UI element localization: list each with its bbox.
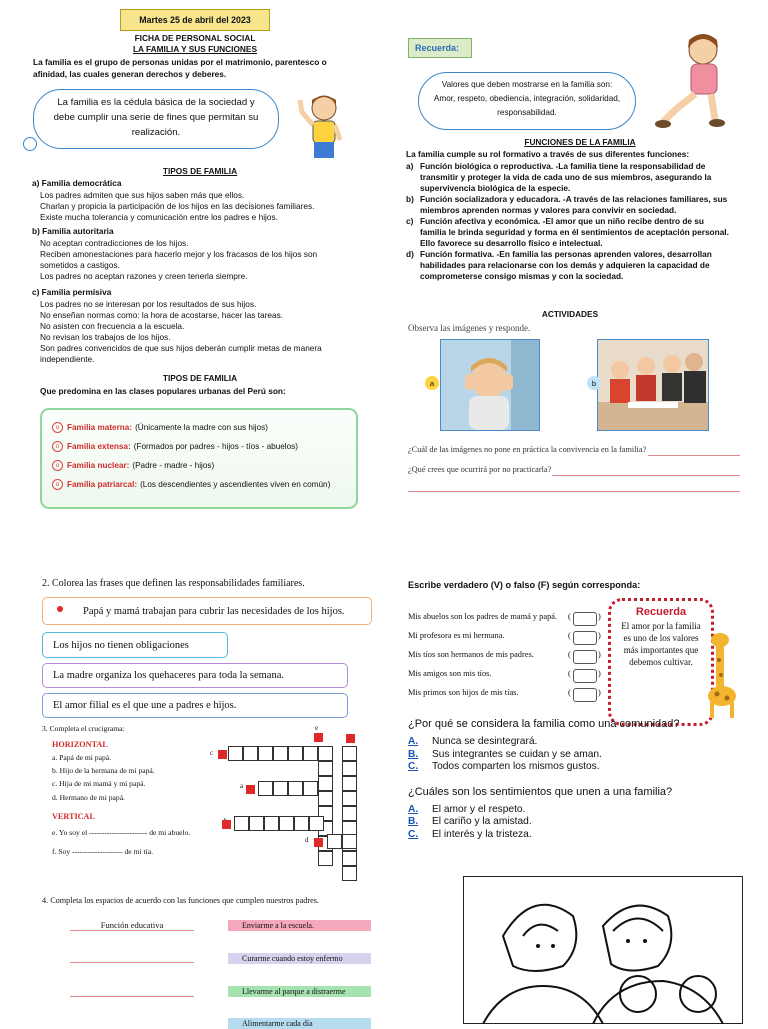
ficha-title: FICHA DE PERSONAL SOCIAL bbox=[134, 33, 256, 43]
bubble-tail bbox=[23, 137, 37, 151]
vertical-title: VERTICAL bbox=[52, 812, 95, 821]
tipo-name: Familia extensa: bbox=[67, 442, 131, 451]
paren-open: ( bbox=[568, 631, 571, 640]
bar: Llevarme al parque a distraerme bbox=[228, 986, 371, 997]
funciones-list bbox=[406, 161, 736, 282]
date-box bbox=[120, 9, 270, 31]
bullet-icon: o bbox=[52, 422, 63, 433]
questions bbox=[408, 718, 748, 841]
phrase-text: Papá y mamá trabajan para cubrir las necesidades de los hijos. bbox=[83, 605, 345, 617]
actividades-instruction: Observa las imágenes y responde. bbox=[408, 323, 531, 333]
question-1: ¿Cuál de las imágenes no pone en práctica la convivencia en la familia? bbox=[408, 445, 647, 454]
cw-label: a bbox=[240, 782, 244, 790]
vf-answer-box[interactable] bbox=[573, 612, 597, 626]
permisiva-list bbox=[40, 299, 360, 365]
horizontal-title: HORIZONTAL bbox=[52, 740, 108, 749]
clue: b. Hijo de la hermana de mi papá. bbox=[52, 766, 155, 776]
crossword-cell[interactable] bbox=[342, 806, 357, 821]
crossword-cell[interactable] bbox=[243, 746, 258, 761]
giraffe-icon bbox=[702, 630, 742, 720]
option-text: Nunca se desintegrará. bbox=[432, 736, 538, 747]
photo-b bbox=[597, 339, 709, 431]
option-text: El amor y el respeto. bbox=[432, 803, 526, 815]
list-item: Son padres convencidos de que sus hijos deberán cumplir metas de manera bbox=[40, 343, 322, 353]
crossword-cell[interactable] bbox=[318, 791, 333, 806]
arrow-icon bbox=[218, 750, 227, 759]
crossword-cell[interactable] bbox=[279, 816, 294, 831]
list-item: No revisan los trabajos de los hijos. bbox=[40, 332, 171, 342]
option-text: El interés y la tristeza. bbox=[432, 828, 532, 840]
option-row[interactable] bbox=[408, 829, 748, 842]
line: Función formativa. -En familia las personas aprenden valores, desarrollan bbox=[420, 249, 712, 259]
list-item: No asisten con frecuencia a la escuela. bbox=[40, 321, 185, 331]
line: transmitir y proteger la vida de cada uno de sus miembros, asegurando la bbox=[420, 172, 712, 182]
vf-answer-box[interactable] bbox=[573, 650, 597, 664]
list-item: independiente. bbox=[40, 354, 95, 364]
question-text: ¿Por qué se considera la familia como una comunidad? bbox=[408, 718, 680, 730]
horizontal-clues bbox=[52, 753, 202, 803]
tipo-name: Familia patriarcal: bbox=[67, 480, 138, 489]
arrow-icon bbox=[346, 734, 355, 743]
definition-bubble bbox=[33, 89, 279, 149]
crossword-cell[interactable] bbox=[258, 746, 273, 761]
definition-text: La familia es la cédula básica de la sociedad y debe cumplir una serie de fines que permitan su realización. bbox=[53, 97, 259, 138]
crossword-cell[interactable] bbox=[288, 746, 303, 761]
line: Función socializadora y educadora. -A través de las relaciones familiares, sus bbox=[420, 194, 728, 204]
bar: Enviarme a la escuela. bbox=[228, 920, 371, 931]
funciones-intro: La familia cumple su rol formativo a través de sus diferentes funciones: bbox=[406, 149, 690, 159]
recuerda-tag bbox=[408, 38, 472, 58]
tipo-row bbox=[52, 437, 356, 456]
phrase-1[interactable] bbox=[42, 597, 372, 625]
label-a: a bbox=[425, 376, 439, 390]
vf-row bbox=[408, 650, 608, 669]
arrow-icon bbox=[314, 838, 323, 847]
line: Ello favorece su desarrollo físico e intelectual. bbox=[420, 238, 603, 248]
clue: d. Hermano de mi papá. bbox=[52, 792, 125, 802]
label-b: b bbox=[587, 376, 601, 390]
crossword-cell[interactable] bbox=[264, 816, 279, 831]
phrase-2[interactable] bbox=[42, 632, 228, 658]
item-label: b) bbox=[406, 194, 414, 204]
blank-line[interactable] bbox=[70, 996, 194, 997]
clue: a. Papá de mi papá. bbox=[52, 753, 112, 762]
recuerda-tag-label: Recuerda: bbox=[415, 43, 460, 53]
crossword-cell[interactable] bbox=[294, 816, 309, 831]
clue: e. Yo soy el ----------------------- de mi abuelo. bbox=[52, 828, 191, 837]
tipo-name: Familia nuclear: bbox=[67, 461, 130, 470]
answer-line-2[interactable] bbox=[552, 475, 740, 476]
crossword-cell[interactable] bbox=[327, 834, 342, 849]
vf-row bbox=[408, 669, 608, 688]
colorea-title: 2. Colorea las frases que definen las responsabilidades familiares. bbox=[42, 578, 305, 589]
blank-line[interactable] bbox=[70, 962, 194, 963]
paren-open: ( bbox=[568, 669, 571, 678]
crossword-cell[interactable] bbox=[258, 781, 273, 796]
option-row[interactable] bbox=[408, 816, 748, 829]
list-item bbox=[406, 161, 736, 194]
item-label: d) bbox=[406, 249, 414, 259]
vf-statement: Mi profesora es mi hermana. bbox=[408, 631, 505, 640]
option-letter: B. bbox=[408, 816, 419, 827]
option-letter: C. bbox=[408, 761, 419, 772]
list-item: sometidos a castigos. bbox=[40, 260, 120, 270]
list-item: No enseñan normas como: la hora de acostarse, hacer las tareas. bbox=[40, 310, 284, 320]
crossword-cell[interactable] bbox=[342, 851, 357, 866]
tipos-title-2: TIPOS DE FAMILIA bbox=[162, 373, 238, 383]
completa-title: 4. Completa los espacios de acuerdo con las funciones que cumplen nuestros padres. bbox=[42, 896, 319, 905]
option-letter: A. bbox=[408, 736, 419, 747]
vf-statement: Mis tíos son hermanos de mis padres. bbox=[408, 650, 534, 659]
phrase-text: El amor filial es el que une a padres e hijos. bbox=[53, 700, 237, 711]
vf-title: Escribe verdadero (V) o falso (F) según corresponda: bbox=[408, 580, 641, 590]
option-row[interactable] bbox=[408, 749, 748, 762]
crossword-cell[interactable] bbox=[273, 746, 288, 761]
paren-open: ( bbox=[568, 612, 571, 621]
cw-label: e bbox=[315, 724, 319, 732]
phrase-text: Los hijos no tienen obligaciones bbox=[53, 639, 189, 651]
crossword-cell[interactable] bbox=[342, 746, 357, 761]
paren-open: ( bbox=[568, 688, 571, 697]
bullet-icon: o bbox=[52, 460, 63, 471]
tipo-row bbox=[52, 418, 356, 437]
line: familia le brinda seguridad y forma en él sentimientos de aceptación personal. bbox=[420, 227, 729, 237]
crossword-cell[interactable] bbox=[249, 816, 264, 831]
crossword-cell[interactable] bbox=[318, 776, 333, 791]
question-block bbox=[408, 718, 748, 774]
crossword-cell[interactable] bbox=[303, 746, 318, 761]
intro-line2: afinidad, las cuales generan derechos y deberes. bbox=[33, 69, 227, 79]
tipos-question: Que predomina en las clases populares urbanas del Perú son: bbox=[40, 386, 286, 396]
question-block bbox=[408, 786, 748, 842]
vf-row bbox=[408, 688, 608, 707]
item-label: a) bbox=[406, 161, 414, 171]
line: miembros aprenden normas y valores para convivir en sociedad. bbox=[420, 205, 677, 215]
crossword-cell[interactable] bbox=[318, 761, 333, 776]
vf-answer-box[interactable] bbox=[573, 631, 597, 645]
bullet-icon bbox=[57, 606, 63, 612]
tipo-name: Familia materna: bbox=[67, 423, 133, 432]
vf-statement: Mis abuelos son los padres de mamá y papá. bbox=[408, 612, 558, 621]
vf-answer-box[interactable] bbox=[573, 669, 597, 683]
vf-row bbox=[408, 612, 608, 631]
vf-statement: Mis amigos son mis tíos. bbox=[408, 669, 492, 678]
list-item: Reciben amonestaciones para hacerlo mejor y los fracasos de los hijos son bbox=[40, 249, 318, 259]
question-text: ¿Cuáles son los sentimientos que unen a una familia? bbox=[408, 785, 673, 798]
recuerda-box-title: Recuerda bbox=[635, 606, 687, 618]
clue: f. Soy -------------------- de mi tía. bbox=[52, 847, 153, 857]
tipo-row bbox=[52, 456, 356, 475]
tipo-desc: (Formados por padres - hijos - tíos - abuelos) bbox=[133, 442, 298, 451]
option-row[interactable] bbox=[408, 761, 748, 774]
vf-list bbox=[408, 612, 608, 707]
list-item: Los padres no se interesan por los resultados de sus hijos. bbox=[40, 299, 257, 309]
crossword bbox=[200, 724, 370, 884]
clue: c. Hija de mi mamá y mi papá. bbox=[52, 779, 146, 789]
boy-illustration bbox=[296, 92, 344, 164]
list-item bbox=[406, 194, 736, 216]
crossword-cell[interactable] bbox=[309, 816, 324, 831]
crucigrama-title: 3. Completa el crucigrama: bbox=[42, 724, 125, 733]
option-row[interactable] bbox=[408, 804, 748, 817]
vertical-clues bbox=[52, 828, 222, 857]
family-playing-image bbox=[598, 340, 708, 430]
list-item: Charlan y propicia la participación de los hijos en las decisiones familiares. bbox=[40, 201, 315, 211]
crossword-cell[interactable] bbox=[273, 781, 288, 796]
crossword-cell[interactable] bbox=[303, 781, 318, 796]
autoritaria-list bbox=[40, 238, 360, 282]
democratica-head: a) Familia democrática bbox=[32, 178, 122, 188]
family-coloring-image bbox=[463, 876, 743, 1024]
paren-open: ( bbox=[568, 650, 571, 659]
crossword-cell[interactable] bbox=[234, 816, 249, 831]
list-item bbox=[406, 249, 736, 282]
recuerda-box-text: El amor por la familia es uno de los valores más importantes que debemos cultivar. bbox=[621, 621, 701, 667]
line: habilidades para relacionarse con los demás y adquieren la capacidad de bbox=[420, 260, 710, 270]
date-text: Martes 25 de abril del 2023 bbox=[139, 15, 251, 25]
arrow-icon bbox=[246, 785, 255, 794]
vf-row bbox=[408, 631, 608, 650]
crossword-cell[interactable] bbox=[342, 776, 357, 791]
phrase-4[interactable] bbox=[42, 693, 348, 718]
item-label: c) bbox=[406, 216, 414, 226]
topic-title: LA FAMILIA Y SUS FUNCIONES bbox=[132, 44, 257, 54]
option-text: El cariño y la amistad. bbox=[432, 816, 532, 827]
permisiva-head: c) Familia permisiva bbox=[32, 287, 112, 297]
arrow-icon bbox=[222, 820, 231, 829]
answer-line-3[interactable] bbox=[408, 491, 740, 492]
tipo-desc: (Padre - madre - hijos) bbox=[132, 461, 215, 470]
paren-close: ) bbox=[598, 631, 601, 640]
crossword-cell[interactable] bbox=[228, 746, 243, 761]
girl-illustration bbox=[655, 30, 743, 130]
crossword-cell[interactable] bbox=[318, 851, 333, 866]
autoritaria-head: b) Familia autoritaria bbox=[32, 226, 114, 236]
phrase-3[interactable] bbox=[42, 663, 348, 688]
tipos-title: TIPOS DE FAMILIA bbox=[162, 166, 238, 176]
crossword-cell[interactable] bbox=[342, 761, 357, 776]
crossword-cell[interactable] bbox=[342, 834, 357, 849]
list-item: Los padres no aceptan razones y creen tenerla siempre. bbox=[40, 271, 248, 281]
arrow-icon bbox=[314, 733, 323, 742]
list-item: No aceptan contradicciones de los hijos. bbox=[40, 238, 189, 248]
funcion-educativa: Función educativa bbox=[70, 920, 194, 931]
bullet-icon: o bbox=[52, 441, 63, 452]
values-bubble bbox=[418, 72, 636, 130]
democratica-list bbox=[40, 190, 360, 223]
cw-label: d bbox=[305, 836, 309, 844]
bar: Alimentarme cada día bbox=[228, 1018, 371, 1029]
phrase-text: La madre organiza los quehaceres para toda la semana. bbox=[53, 670, 284, 681]
option-row[interactable] bbox=[408, 736, 748, 749]
bar: Curarme cuando estoy enfermo bbox=[228, 953, 371, 964]
intro-line1: La familia es el grupo de personas unidas por el matrimonio, parentesco o bbox=[33, 57, 327, 67]
option-letter: B. bbox=[408, 748, 419, 760]
option-text: Todos comparten los mismos gustos. bbox=[432, 761, 600, 772]
paren-close: ) bbox=[598, 688, 601, 697]
child-covering-ears-image bbox=[441, 340, 539, 430]
funciones-title: FUNCIONES DE LA FAMILIA bbox=[524, 137, 636, 147]
list-item: Los padres admiten que sus hijos saben más que ellos. bbox=[40, 190, 245, 200]
tipo-desc: (Los descendientes y ascendientes viven en común) bbox=[140, 480, 331, 489]
line: supervivencia biológica de la especie. bbox=[420, 183, 571, 193]
crossword-cell[interactable] bbox=[342, 866, 357, 881]
option-letter: A. bbox=[408, 803, 419, 815]
option-text: Sus integrantes se cuidan y se aman. bbox=[432, 748, 602, 760]
vf-statement: Mis primos son hijos de mis tías. bbox=[408, 688, 519, 697]
answer-line-1[interactable] bbox=[648, 455, 740, 456]
tipo-row bbox=[52, 475, 356, 494]
line: Función afectiva y económica. -El amor que un niño recibe dentro de su bbox=[420, 216, 704, 226]
line: Función biológica o reproductiva. -La familia tiene la responsabilidad de bbox=[420, 161, 706, 171]
paren-close: ) bbox=[598, 612, 601, 621]
question-2: ¿Qué crees que ocurrirá por no practicarla? bbox=[408, 465, 552, 474]
crossword-cell[interactable] bbox=[318, 746, 333, 761]
paren-close: ) bbox=[598, 669, 601, 678]
recuerda-box bbox=[608, 598, 714, 726]
photo-a bbox=[440, 339, 540, 431]
option-letter: C. bbox=[408, 828, 419, 840]
tipo-desc: (Únicamente la madre con sus hijos) bbox=[135, 423, 268, 432]
values-text: Valores que deben mostrarse en la familia son: Amor, respeto, obediencia, integración, solidaridad, responsabilidad. bbox=[433, 80, 621, 117]
tipos-box bbox=[40, 408, 358, 509]
line: comprometerse consigo mismas y con la sociedad. bbox=[420, 271, 624, 281]
list-item: Existe mucha tolerancia y comunicación entre los padres e hijos. bbox=[40, 212, 278, 222]
bullet-icon: o bbox=[52, 479, 63, 490]
actividades-title: ACTIVIDADES bbox=[541, 309, 599, 319]
crossword-cell[interactable] bbox=[288, 781, 303, 796]
paren-close: ) bbox=[598, 650, 601, 659]
crossword-cell[interactable] bbox=[342, 791, 357, 806]
list-item bbox=[406, 216, 736, 249]
cw-label: c bbox=[210, 749, 214, 757]
vf-answer-box[interactable] bbox=[573, 688, 597, 702]
